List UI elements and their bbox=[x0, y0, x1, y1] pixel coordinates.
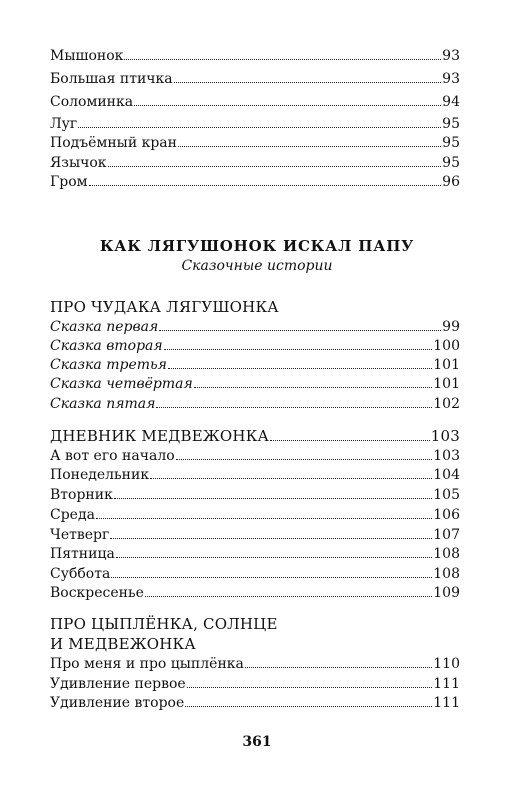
toc-entry-title: Четверг bbox=[50, 527, 110, 543]
toc-entry-page: 107 bbox=[433, 527, 460, 543]
toc-entry-page: 103 bbox=[433, 448, 460, 464]
toc-entry bbox=[50, 318, 460, 336]
toc-entry-page: 95 bbox=[442, 155, 460, 171]
toc-entry-page: 108 bbox=[433, 566, 460, 582]
dot-leader bbox=[114, 486, 432, 499]
dot-leader bbox=[270, 428, 430, 441]
toc-entry-page: 111 bbox=[433, 676, 460, 692]
toc-entry-page: 99 bbox=[442, 319, 460, 335]
toc-entry-title: Удивление первое bbox=[50, 676, 186, 692]
toc-entry-page: 101 bbox=[433, 357, 460, 373]
toc-entry bbox=[50, 506, 460, 524]
toc-entry-title: Пятница bbox=[50, 546, 115, 562]
toc-entry bbox=[50, 675, 460, 693]
dot-leader bbox=[187, 675, 433, 688]
toc-entry-title: Язычок bbox=[50, 155, 107, 171]
dot-leader bbox=[89, 173, 442, 186]
toc-entry-page: 105 bbox=[433, 487, 460, 503]
book-subtitle: Сказочные истории bbox=[181, 258, 333, 274]
toc-entry-title: Соломинка bbox=[50, 94, 134, 110]
toc-entry-page: 93 bbox=[442, 48, 460, 64]
dot-leader bbox=[176, 447, 433, 460]
toc-entry-title: Воскресенье bbox=[50, 585, 144, 601]
toc-entry-title: Удивление второе bbox=[50, 695, 185, 711]
toc-entry bbox=[50, 173, 460, 191]
dot-leader bbox=[110, 526, 432, 539]
toc-entry bbox=[50, 154, 460, 172]
toc-entry-title: Про меня и про цыплёнка bbox=[50, 656, 244, 672]
toc-entry bbox=[50, 466, 460, 484]
toc-entry bbox=[50, 375, 460, 393]
toc-entry bbox=[50, 93, 460, 111]
toc-entry-title: Большая птичка bbox=[50, 71, 173, 87]
toc-section-entry bbox=[50, 427, 460, 445]
toc-entry-title: Среда bbox=[50, 507, 95, 523]
toc-entry bbox=[50, 134, 460, 152]
toc-entry-page: 93 bbox=[442, 71, 460, 87]
dot-leader bbox=[150, 466, 432, 479]
toc-entry bbox=[50, 447, 460, 465]
toc-entry-page: 109 bbox=[433, 585, 460, 601]
toc-entry bbox=[50, 356, 460, 374]
toc-entry-page: 96 bbox=[442, 174, 460, 190]
toc-entry-page: 95 bbox=[442, 116, 460, 132]
dot-leader bbox=[178, 134, 441, 147]
toc-entry bbox=[50, 115, 460, 133]
dot-leader bbox=[116, 545, 432, 558]
toc-entry-title: Мышонок bbox=[50, 48, 124, 64]
toc-entry-page: 103 bbox=[430, 427, 460, 445]
toc-entry bbox=[50, 694, 460, 712]
toc-entry-page: 101 bbox=[433, 376, 460, 392]
toc-entry bbox=[50, 545, 460, 563]
toc-entry bbox=[50, 486, 460, 504]
toc-entry-title: Понедельник bbox=[50, 467, 150, 483]
toc-entry bbox=[50, 584, 460, 602]
dot-leader bbox=[194, 375, 432, 388]
toc-entry-title: Вторник bbox=[50, 487, 113, 503]
toc-entry-title: Сказка первая bbox=[50, 319, 159, 335]
toc-entry-title: Сказка вторая bbox=[50, 338, 163, 354]
toc-entry-page: 104 bbox=[433, 467, 460, 483]
dot-leader bbox=[78, 115, 441, 128]
section-heading: ПРО ЧУДАКА ЛЯГУШОНКА bbox=[50, 298, 279, 316]
toc-entry-page: 102 bbox=[433, 396, 460, 412]
section-heading-line1: ПРО ЦЫПЛЁНКА, СОЛНЦЕ bbox=[50, 615, 278, 633]
toc-entry bbox=[50, 47, 460, 65]
toc-entry-title: Сказка третья bbox=[50, 357, 167, 373]
toc-entry-page: 95 bbox=[442, 135, 460, 151]
section-heading-line2: И МЕДВЕЖОНКА bbox=[50, 635, 196, 653]
toc-entry-title: Подъёмный кран bbox=[50, 135, 177, 151]
toc-entry-title: Сказка четвёртая bbox=[50, 376, 193, 392]
toc-entry bbox=[50, 565, 460, 583]
toc-entry-page: 100 bbox=[433, 338, 460, 354]
toc-entry-title: А вот его начало bbox=[50, 448, 175, 464]
toc-entry-page: 111 bbox=[433, 695, 460, 711]
toc-entry-title: Гром bbox=[50, 174, 88, 190]
dot-leader bbox=[156, 395, 432, 408]
dot-leader bbox=[168, 356, 432, 369]
toc-entry bbox=[50, 526, 460, 544]
toc-entry bbox=[50, 395, 460, 413]
toc-entry-page: 106 bbox=[433, 507, 460, 523]
toc-entry-page: 110 bbox=[433, 656, 460, 672]
toc-entry bbox=[50, 337, 460, 355]
section-heading: ДНЕВНИК МЕДВЕЖОНКА bbox=[50, 427, 270, 445]
dot-leader bbox=[108, 154, 442, 167]
page-number: 361 bbox=[242, 734, 272, 750]
dot-leader bbox=[111, 565, 432, 578]
toc-entry-title: Суббота bbox=[50, 566, 111, 582]
toc-entry-title: Луг bbox=[50, 116, 78, 132]
toc-entry bbox=[50, 655, 460, 673]
book-title: КАК ЛЯГУШОНОК ИСКАЛ ПАПУ bbox=[99, 237, 415, 255]
dot-leader bbox=[134, 93, 441, 106]
toc-entry-page: 108 bbox=[433, 546, 460, 562]
dot-leader bbox=[159, 318, 441, 331]
dot-leader bbox=[245, 655, 432, 668]
toc-entry-page: 94 bbox=[442, 94, 460, 110]
dot-leader bbox=[164, 337, 433, 350]
dot-leader bbox=[96, 506, 432, 519]
dot-leader bbox=[174, 70, 442, 83]
toc-entry-title: Сказка пятая bbox=[50, 396, 156, 412]
dot-leader bbox=[185, 694, 432, 707]
dot-leader bbox=[145, 584, 432, 597]
toc-entry bbox=[50, 70, 460, 88]
dot-leader bbox=[124, 47, 441, 60]
